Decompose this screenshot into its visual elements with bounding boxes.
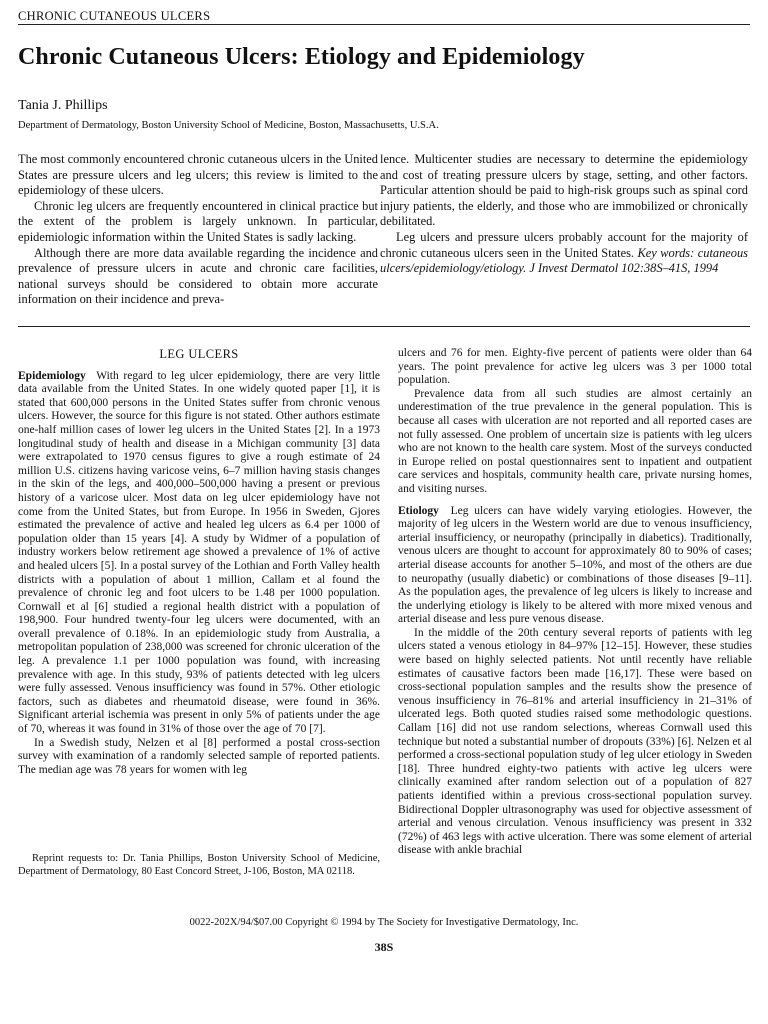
body-paragraph: ulcers and 76 for men. Eighty-five percent of patients were older than 64 years. The point prevalence for active leg ulcers was 3 per 1000 total population. xyxy=(398,347,752,387)
footnote-text: Reprint requests to: Dr. Tania Phillips, Boston University School of Medicine, Department of Dermatology, 80 East Concord Street, J-106, Boston, MA 02118. xyxy=(18,853,380,877)
body-text: Leg ulcers can have widely varying etiologies. However, the majority of leg ulcers in the Western world are due to venous insufficiency, arterial insufficiency, or neuropathy (principally in diabetics). Traditionally, venous ulcers are thought to account for approximately 80 to 90% of cases; arterial disease accounts for another 5–10%, and most of the others are due to neuropathy (usually diabetic) or combinations of those diseases [9–11]. As the population ages, the prevalence of leg ulcers is likely to increase and the underlying etiology is likely to be altered with more mixed venous and arterial disease and less pure venous disease. xyxy=(398,504,752,626)
body-paragraph: Prevalence data from all such studies are almost certainly an underestimation of the true prevalence in the general population. This is because all cases with ulceration are not reported and all reported cases are not fully assessed. One problem of uncertain size is patients with leg ulcers who are not known to the health care system. Most of the surveys conducted in Europe relied on postal questionnaires sent to inpatient and outpatient care services and hospitals, community health care, private nursing homes, and visiting nurses. xyxy=(398,387,752,495)
abstract-paragraph: Chronic leg ulcers are frequently encountered in clinical practice but the extent of the problem is largely unknown. In particular, epidemiologic information within the United States is sadly lacking. xyxy=(18,198,378,244)
subsection-heading: Etiology xyxy=(398,504,439,517)
article-title: Chronic Cutaneous Ulcers: Etiology and Epidemiology xyxy=(18,44,585,70)
abstract-paragraph: The most commonly encountered chronic cutaneous ulcers in the United States are pressure ulcers and leg ulcers; this review is limited to the epidemiology of these ulcers. xyxy=(18,152,378,198)
author-name: Tania J. Phillips xyxy=(18,98,108,113)
body-paragraph: In the middle of the 20th century several reports of patients with leg ulcers stated a venous etiology in 84–97% [12–15]. However, these studies were based on highly selected patients. Not until recently have reliable estimates of causative factors been made [16,17]. These were based on cross-sectional population samples and the results show the presence of venous insufficiency in 76–81% and arterial insufficiency in 21–31% of ulcerated legs. Both quoted studies raised some methodologic questions. Callam [16] did not use random selections, whereas Cornwall used this technique but noted a substantial number of dropouts (33%) [6]. Nelzen et al performed a cross-sectional population study of leg ulcer etiology in Sweden [18]. Three hundred eighty-two patients with active leg ulcers were clinically examined after random selection out of a population of 827 patients identified within a previous cross-sectional population survey. Bidirectional Doppler ultrasonography was used for objective assessment of arterial and venous circulation. Venous insufficiency was present in 332 (72%) of 463 legs with active ulceration. There was some element of arterial disease with ankle brachial xyxy=(398,626,752,857)
header-rule xyxy=(18,24,750,25)
keywords: Key words: cutaneous ulcers/epidemiology/etiology. xyxy=(380,245,748,276)
abstract-text: Leg ulcers and pressure ulcers probably account for the majority of chronic cutaneous ulcers seen in the United States. xyxy=(380,229,748,260)
copyright-line: 0022-202X/94/$07.00 Copyright © 1994 by The Society for Investigative Dermatology, Inc. xyxy=(189,917,579,928)
citation: J Invest Dermatol 102:38S–41S, 1994 xyxy=(529,261,719,276)
subsection-heading: Epidemiology xyxy=(18,369,86,382)
abstract-rule xyxy=(18,326,750,327)
abstract-paragraph: lence. Multicenter studies are necessary to determine the epidemiology and cost of treating pressure ulcers by stage, setting, and other factors. Particular attention should be paid to high-risk groups such as spinal cord injury patients, the elderly, and those who are immobilized or chronically debilitated. xyxy=(380,152,748,229)
body-paragraph xyxy=(398,505,752,627)
section-heading: LEG ULCERS xyxy=(159,348,239,361)
paragraph-gap xyxy=(398,497,752,505)
body-paragraph: In a Swedish study, Nelzen et al [8] performed a postal cross-section survey with examination of a randomly selected sample of reported patients. The median age was 78 years for women with leg xyxy=(18,736,380,776)
abstract-left-column xyxy=(18,152,378,308)
body-left-column xyxy=(18,348,380,812)
body-paragraph xyxy=(18,370,380,737)
abstract-paragraph xyxy=(380,230,748,277)
body-text: With regard to leg ulcer epidemiology, there are very little data available from the United States. In one widely quoted paper [1], it is stated that 600,000 persons in the United States suffer from chronic venous ulcers. However, the source for this figure is not stated. Other authors estimate one-half million cases of lower leg ulcers in the United States [2]. In a 1973 longitudinal study of health and disease in a Michigan community [3] data were extrapolated to 1970 census figures to give a rough estimate of 24 million U.S. citizens having varicose veins, 6–7 million having stasis changes in the skin of the legs, and 400,000–500,000 having a present or previous history of a varicose ulcer. Most data on leg ulcer epidemiology have not come from the United States, but from Europe. In 1956 in Sweden, Gjores estimated the prevalence of active and healed leg ulcers as 6.4 per 1000 of population older than 15 years [4]. A study by Widmer of a population of industry workers below retirement age showed a prevalence of 1% of active and healed ulcers [5]. In a postal survey of the Lothian and Forth Valley health districts with a population of about 1 million, Callam et al found the prevalence of chronic leg and foot ulcers to be 1.48 per 1000 population. Cornwall et al [6] studied a regional health district with a population of 198,900. Four hundred twenty-four leg ulcers were documented, with an overall prevalence of 0.18%. In an epidemiologic study from Australia, a metropolitan population of 238,000 was screened for chronic ulceration of the leg. A prevalence 1.1 per 1000 population was found, with increasing prevalence with age. In this study, 93% of patients detected with leg ulcers were fully assessed. Venous insufficiency was found in 57%. Other etiologic factors, such as diabetes and rheumatoid disease, were found in 36%. Significant arterial ischemia was present in only 5% of patients under the age of 70, whereas it was found in 31% of those over the age of 70 [7]. xyxy=(18,369,380,736)
page-number: 38S xyxy=(374,940,394,954)
abstract-right-column xyxy=(380,152,748,277)
abstract-paragraph: Although there are more data available regarding the incidence and prevalence of pressure ulcers in acute and chronic care facilities, national surveys should be considered to obtain more accurate information on their incidence and preva- xyxy=(18,245,378,307)
body-right-column xyxy=(398,347,752,887)
author-affiliation: Department of Dermatology, Boston University School of Medicine, Boston, Massachusetts, U.S.A. xyxy=(18,120,439,131)
running-head: CHRONIC CUTANEOUS ULCERS xyxy=(18,9,211,23)
reprint-footnote xyxy=(18,852,380,878)
